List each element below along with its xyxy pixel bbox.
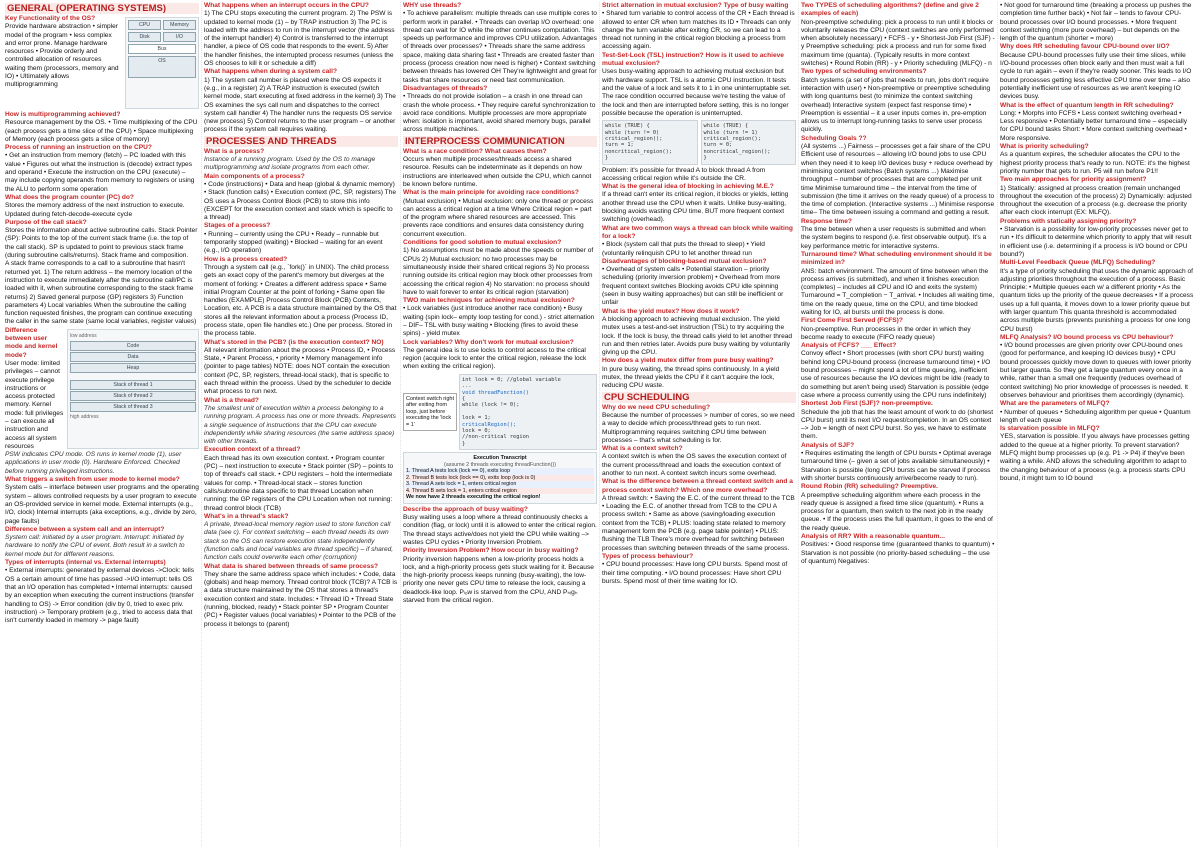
answer: (Mutual exclusion) • Mutual exclusion: only one thread or process can access a critical region at a time Where Critical region = part of the program where shared resources are accessed. This prevents race conditions and ensures data consistency during concurrent execution. bbox=[403, 197, 594, 238]
column-2 bbox=[202, 2, 401, 847]
figure-label: Memory bbox=[163, 20, 196, 30]
column-5 bbox=[799, 2, 998, 847]
question: Is starvation possible in MLFQ? bbox=[1000, 425, 1100, 433]
question: TWO main techniques for achieving mutual exclusion? bbox=[403, 297, 575, 305]
code-line: while (lock != 0); bbox=[462, 402, 520, 409]
answer: A thread switch: • Saving the E.C. of the current thread to the TCB • Loading the E.C. of another thread from TCB to the CPU A process switch: • Same as above (saving/loading execution context from the TCB) • PLUS: loading state related to memory management form the PCB (e.g. page table pointer) • PLUS: flushing the TLB There's more overhead for switching between processes than switching between threads of the same process. bbox=[602, 494, 795, 552]
answer: It's a type of priority scheduling that uses the dynamic approach of adjusting priorities throughout the execution of a process. Basic Principle: • Multiple queues each w/ a different priority • As the quantum ticks up the priority of the queue decreases • If a process uses up a full quanta, it moves down to a lower priority queue but with larger quantum This quanta threshold is accommodated across multiple bursts (prevents punishing a process for one long CPU burst) bbox=[1000, 267, 1194, 333]
question: Two TYPES of scheduling algorithms? (define and give 2 examples of each) bbox=[801, 2, 979, 18]
code-line: critical_region(); bbox=[703, 135, 761, 142]
question: Describe the approach of busy waiting? bbox=[403, 505, 528, 513]
answer: User mode: limited privileges – cannot execute privilege instructions or access protected memory. Kernel mode: full privileges – can execute all instruction and access all system resources bbox=[5, 359, 64, 450]
transcript-subtitle: (assume 2 threads executing threadFunction()) bbox=[443, 461, 557, 468]
answer: Non-preemptive scheduling: pick a process to run until it blocks or voluntarily releases the CPU (context switches are only performed when absolutely necessary) • FCFS - y • Shortest-Job First (SJF) - y Preemptive scheduling: pick a process and run for some fixed maximum time (quanta). (Typically results in more context switches) • Round Robin (RR) - y • Priority scheduling (MLFQ) - n bbox=[801, 18, 995, 68]
answer: Convoy effect • Short processes (with short CPU burst) waiting behind long CPU-bound process (increase turnaround time) • I/O bound processes – might spend a lot of time queuing, inefficient use of resources because the I/O devices might be idle (ready to do something but aren't being used) Starvation is possible (edge case where a process currently using the CPU runs indefinitely) bbox=[801, 350, 991, 399]
question: Difference between a system call and an interrupt? bbox=[5, 525, 165, 533]
code-line: } bbox=[605, 155, 609, 162]
column-6 bbox=[998, 2, 1197, 847]
answer: The time between when a user requests is submitted and when the system begins to respond (i.e. first observable output). It's a key performance metric for interactive systems. bbox=[801, 226, 987, 250]
code-line: //non-critical region bbox=[462, 434, 529, 441]
code-line: } bbox=[703, 155, 707, 162]
answer: • Overhead of system calls • Potential starvation – priority scheduling (priority inversion problem) • Overhead from more frequent context switches Blocking avoids CPU idle spinning (seen in busy waiting approaches) but can still be inefficient or unfair bbox=[602, 266, 784, 307]
answer: Resource management by the OS. • Time multiplexing of the CPU (each process gets a time slice of the CPU) • Space multiplexing of Memory (each process gets a slice of memory) bbox=[5, 119, 198, 143]
question: What is the general idea of blocking in achieving M.E.? bbox=[602, 183, 774, 191]
answer: • Starvation is a possibility for low-priority processes never get to run • It's difficult to determine which priority to apply that will result in efficient use (i.e. determining if a process is I/O bound or CPU bound?) bbox=[1000, 226, 1192, 258]
thread-stack-figure bbox=[67, 329, 199, 449]
callout-note: Context switch right after exiting from loop, just before executing the 'lock = 1' bbox=[403, 393, 457, 431]
figure-label: OS bbox=[128, 56, 196, 78]
column-4 bbox=[600, 2, 799, 847]
question: How is a process created? bbox=[204, 255, 288, 263]
code-line: int lock = 0; //global variable bbox=[462, 376, 561, 383]
column-3 bbox=[401, 2, 600, 847]
question: What is the effect of quantum length in RR scheduling? bbox=[1000, 101, 1174, 109]
column-1 bbox=[3, 2, 202, 847]
question: Analysis of FCFS? ___ Effect? bbox=[801, 342, 897, 350]
answer: • Get an instruction from memory (fetch) – PC loaded with this value • Figures out what the instruction is (decode) extract types and operand • Execute the instruction on the CPU (execute) – may include copying operands from memory to registers or using the ALU to perform some operation bbox=[5, 152, 195, 193]
answer: Through a system call (e.g., `fork()` in UNIX). The child process gets an exact copy of the parent's memory but diverges at the moment of forking: • Creates a different address space • Same initial Program Counter at the point of forking • Same open file handles (EXAMPLE) Process Control Block (PCB) Contents, Location, etc. A PCB is a data structure maintained by the OS that stores all the relevant information about a process (Process ID, process state, open file handles etc.) One per process. Stored in the process table. bbox=[204, 263, 397, 338]
question: Key Functionality of the OS? bbox=[5, 15, 96, 22]
figure-label: CPU bbox=[128, 20, 161, 30]
question: Response time? bbox=[801, 217, 852, 225]
question: What does the program counter (PC) do? bbox=[5, 193, 134, 201]
code-line: lock = 1; bbox=[462, 415, 491, 422]
answer: • Requires estimating the length of CPU bursts • Optimal average turnaround time (– given a set of jobs available simultaneously) • Starvation is possible (long CPU bursts can be starved if process with shorter bursts continuously arrive/become ready to run). bbox=[801, 450, 992, 482]
code-line: noncritical_region(); bbox=[605, 148, 672, 155]
code-line: turn = 1; bbox=[605, 142, 634, 149]
figure-label: Stack of thread 1 bbox=[70, 380, 196, 390]
question: Conditions for good solution to mutual exclusion? bbox=[403, 239, 562, 247]
transcript-line: We now have 2 threads executing the critical region! bbox=[406, 494, 541, 501]
question: What is a race condition? What causes them? bbox=[403, 147, 547, 155]
mode-block bbox=[5, 327, 199, 451]
question: Main components of a process? bbox=[204, 172, 305, 180]
question: WHY use threads? bbox=[403, 2, 462, 9]
code-line: while (turn != 1) bbox=[703, 129, 758, 136]
answer: • External interrupts: generated by external devices ->Clock: tells OS a certain amount of time has passed ->I/O interrupt: tells OS that an I/O operation has completed • Internal interrupts: caused by an exception when executing the current instructions (transfer handling to OS) -> Error condition (div by 0, tried to exec priv. instruction) -> Temporary problem (e.g., tried to access data that isn't currently loaded in memory -> page fault) bbox=[5, 567, 195, 625]
question: Purpose of the call stack? bbox=[5, 218, 87, 226]
question: What is a context switch? bbox=[602, 445, 683, 453]
answer: Priority inversion happens when a low-priority process holds a lock, and a high-priority process gets stuck waiting for it. Because the high-priority process keeps running (busy-waiting), the low-priority one never gets CPU time to release the lock, causing a deadlock-like loop. Pₗₒw is starved from the CPU, AND Pₕᵢgₕ starved from the critical region. bbox=[403, 555, 594, 604]
axis-label: high address bbox=[70, 414, 99, 421]
transcript-line: 2. Thread B tests lock (lock == 0), exits loop (lock is 0) bbox=[406, 475, 594, 482]
question: First Come First Served (FCFS)? bbox=[801, 317, 903, 325]
answer: • Block (system call that puts the thread to sleep) • Yield (voluntarily relinquish CPU to let another thread run bbox=[602, 241, 765, 257]
answer: Batch systems (a set of jobs that needs to run, jobs don't require interaction with user) • Non-preemptive or preemptive scheduling with long quantums best (to minimize the context switching overhead) Interactive system (expect fast response time) • Preemption is essential – it a user inputs comes in, pre-emption allows us to interrupt long-running tasks to serve user process quickly. bbox=[801, 76, 991, 134]
question: Scheduling Goals ?? bbox=[801, 134, 867, 142]
question: What are the parameters of MLFQ? bbox=[1000, 400, 1110, 408]
answer: A stack frame corresponds to a call to a subroutine that hasn't returned yet. 1) The return address – the memory location of the instruction to execute immediately after the subroutine call/PC is loaded with it, when subroutine corresponding to the stack frame returns) 2) Saved general purpose (GP) registers 3) Function parameters 4) Local variables When the subroutine the calling function requested finishes, the program can continue executing the caller in the same state (same local variables, register values) bbox=[5, 260, 197, 326]
answer: As a quantum expires, the scheduler allocates the CPU to the highest priority process that's ready to run. NOTE: it's the highest priority number that gets to run. P5 will run before P1!! bbox=[1000, 151, 1190, 175]
answer: • I/O bound processes are given priority over CPU-bound ones (good for performance, and keeping IO devices busy) • CPU bound processes quickly move down to queues with lower priority but larger quanta. So they get a large quantum every once in a while, rather than a small one frequently (reduces overhead of context switching) No prior knowledge of processes is needed. It observes behaviour and prioritises them accordingly (dynamic). bbox=[1000, 342, 1192, 399]
question: What's stored in the PCB? (is the execution context? NO) bbox=[204, 338, 384, 346]
section-header: INTERPROCESS COMMUNICATION bbox=[403, 136, 597, 147]
transcript-line: 1. Thread A tests lock (lock == 0), exits loop bbox=[406, 468, 594, 475]
answer: In pure busy waiting, the thread spins continuously. In a yield mutex, the thread yields the CPU if it can't acquire the lock, reducing CPU waste. bbox=[602, 365, 780, 390]
question: Shortest Job First (SJF)? non-preemptive. bbox=[801, 400, 933, 408]
lock-figure bbox=[403, 374, 597, 450]
answer: Uses busy-waiting approach to achieving mutual exclusion but with hardware support. TSL is a atomic CPU instruction. It tests and the value of a lock and sets it to 1 in one uninterruptable set. The race condition occurred because we're testing the value of the lock and then are interrupted before setting, this is no longer possible because the operation is uninterrupted. bbox=[602, 68, 791, 117]
question: Turnaround time? What scheduling environment should it be minimized in? bbox=[801, 250, 992, 267]
question: What's in a thread's stack? bbox=[204, 512, 289, 520]
code-snippet bbox=[701, 120, 797, 164]
question: What is priority scheduling? bbox=[1000, 143, 1089, 151]
answer: Busy waiting uses a loop where a thread continuously checks a condition (flag, or lock) until it is allowed to enter the critical region. The thread stays active/does not yield the CPU while waiting –> wastes CPU cycles • Priority Inversion Problem. bbox=[403, 514, 597, 546]
question: What is the main principle for avoiding race conditions? bbox=[403, 189, 579, 197]
code-line: while (TRUE) { bbox=[703, 123, 749, 130]
question: Test-Set-Lock (TSL) instruction? How is it used to achieve mutual exclusion? bbox=[602, 51, 784, 68]
figure-label: I/O bbox=[163, 32, 196, 42]
answer: Positives: • Good response time (guaranteed thanks to quantum) • Starvation is not possible (no priority-based scheduling – the use of quantum) Negatives: bbox=[801, 541, 995, 565]
question: What are two common ways a thread can block while waiting for a lock? bbox=[602, 224, 793, 240]
code-line: { bbox=[462, 395, 466, 402]
code-line: turn = 0; bbox=[703, 142, 733, 149]
answer: Problem: it's possible for thread A to block thread A from accessing critical region while it's outside the CR. bbox=[602, 166, 766, 182]
answer: Schedule the job that has the least amount of work to do (shortest CPU burst) until its next I/O request/completion. In an OS context –> Job = length of next CPU burst. So yes, we have to estimate them. bbox=[801, 408, 994, 441]
code-line: while (turn != 0) bbox=[605, 129, 660, 136]
figure-label: Stack of thread 3 bbox=[70, 402, 196, 412]
question: What is the yield mutex? How does it work? bbox=[602, 307, 740, 315]
answer: Instance of a running program. Used by the OS to manage multiprogramming and isolate programs from each other. bbox=[204, 156, 376, 172]
transcript-title: Execution Transcript bbox=[473, 455, 527, 462]
code-line: void threadFunction() bbox=[462, 389, 529, 396]
question: Lock variables? Why don't work for mutual exclusion? bbox=[403, 338, 574, 346]
answer: Because CPU-bound processes fully use their time slices, while I/O-bound processes often block early and then must wait a full cycle to run again – even if they're ready sooner. This leads to I/O bound processes getting less effective CPU time over time – also potentially inefficient use of resources as we aren't keeping IO devices busy. bbox=[1000, 51, 1192, 101]
section-header: CPU SCHEDULING bbox=[602, 392, 796, 403]
figure-label: Disk bbox=[128, 32, 161, 42]
answer: System calls – interface between user programs and the operating system – allows controlled requests by a user program to execute an OS-provided service in kernel mode. External interrupts (e.g., I/O, clock) Internal interrupts (aka exceptions, e.g., divide by zero, page faults) bbox=[5, 484, 199, 525]
question: Process of running an instruction on the CPU? bbox=[5, 144, 152, 152]
axis-label: low address bbox=[70, 332, 97, 339]
code-line: lock = 0; bbox=[462, 428, 491, 435]
answer: Long: • Morphs into FCFS • Less context switching overhead • Less responsive • Potentially better turnaround time – especially for CPU bound tasks Short: • More context switching overhead • More responsive. bbox=[1000, 109, 1188, 142]
answer: • CPU bound processes: Have long CPU bursts. Spend most of their time computing. • I/O bound processes: Have short CPU bursts. Spend most of their time waiting for IO. bbox=[602, 561, 788, 585]
answer: • Code (instructions) • Data and heap (global & dynamic memory) • Stack (function calls) • Execution context (PC, SP, registers) The OS uses a Process Control Block (PCB) to store this info (EXCEPT for the execution context and stack which is specific to a thread) bbox=[204, 180, 397, 222]
question: Problems with statically assigning priority? bbox=[1000, 217, 1137, 225]
figure-label: Bus bbox=[128, 44, 196, 54]
question: What is a process? bbox=[204, 147, 265, 155]
transcript-line: 3. Thread A sets lock = 1, enters critical region bbox=[406, 481, 594, 488]
question: Multi-Level Feedback Queue (MLFQ) Scheduling? bbox=[1000, 259, 1156, 267]
answer: A blocking approach to achieving mutual exclusion. The yield mutex uses a test-and-set instruction (TSL) to try acquiring the lock. If the lock is busy, the thread calls yield to let another thread run and then retries later. Avoids pure busy waiting by voluntarily giving up the CPU. bbox=[602, 315, 793, 357]
code-line: noncritical_region(); bbox=[703, 148, 771, 155]
code-snippet bbox=[459, 374, 597, 450]
question: Why does RR scheduling favour CPU-bound over I/O? bbox=[1000, 43, 1170, 51]
figure-label: Stack of thread 2 bbox=[70, 391, 196, 401]
answer: YES, starvation is possible. If you always have processes getting added to the queue at a higher priority. To prevent starvation? MLFQ might bump processes up (e.g. P1 -> P4) if they've been waiting a while. AND allows the scheduling algorithm to adapt to the changing behaviour of a process (e.g. a process starts CPU bound, it might turn to IO bound bbox=[1000, 433, 1190, 482]
execution-transcript bbox=[403, 452, 597, 504]
answer: • Not good for turnaround time (breaking a process up pushes the completion time further back) • Not fair – tends to favour CPU-bound processes over I/O bound processes. • More frequent context switching (more pure overhead) – but depends on the length of the quantum (shorter = more) bbox=[1000, 2, 1192, 43]
question: What data is shared between threads of same process? bbox=[204, 562, 379, 570]
answer: 1) Statically: assigned at process creation (remain unchanged throughout the execution of the process) 2) Dynamically: adjusted throughout the execution of a process (e.g. decrease the priority after each clock interrupt (EX: MLFQ). bbox=[1000, 184, 1192, 217]
answer: Occurs when multiple processes/threads access a shared resource. Results can be indeterminate as it depends on how instructions are interleaved when outside the CPU, which cannot be known before runtime. bbox=[403, 156, 592, 188]
strict-alternation-figure bbox=[602, 120, 796, 164]
question: Types of process behaviour? bbox=[602, 552, 694, 560]
answer: Non-preemptive. Run processes in the order in which they become ready to execute (FIFO ready queue) bbox=[801, 325, 971, 341]
answer: 1) The CPU stops executing the current program. 2) The PSW is updated to kernel mode (1) – by TRAP instruction 3) The PC is loaded with the address to run in the interrupt vector (the address of the interrupt handler) 4) Control is transferred to the interrupt handler, a piece of OS code that responds to the event. 5) After the handler finishes, the interrupted process resumes (unless the OS chooses to kill it or schedule a diff) bbox=[204, 10, 395, 68]
code-line: criticalRegion(); bbox=[462, 421, 517, 428]
answer: Provide hardware abstraction • simpler model of the program • less complex and error prone. Manage hardware resources • Provide orderly and controlled allocation of resources waiting them (processors, memory and IO) • Ultimately allows multiprogramming bbox=[5, 23, 119, 89]
computer-architecture-figure bbox=[125, 17, 199, 109]
transcript-line: 4. Thread B sets lock = 1, enters critical region bbox=[406, 488, 594, 495]
section-header: PROCESSES AND THREADS bbox=[204, 136, 398, 147]
answer: Each thread has its own execution context. • Program counter (PC) – next instruction to execute • Stack pointer (SP) – points to top of thread's call stack. • CPU registers – hold the intermediate values for comp. • Thread-local stack – stores function calls/subroutine data specific to that thread Location when running: the GP registers of the CPU Location when not running: thread control block (TCB) bbox=[204, 454, 394, 512]
question: Disadvantages of threads? bbox=[403, 84, 488, 92]
answer: 1) The system call number is placed where the OS expects it (e.g., in a register) 2) A TRAP instruction is executed (switch kernel mode, start executing at fixed address in the kernel) 3) The OS examines the sys call num and dispatches to the correct system call handler 4) The handler runs the requests OS service (new process) 5) Control returns to the user program – or another process if the system call requires waiting. bbox=[204, 76, 396, 134]
question: Two main approaches for priority assignment? bbox=[1000, 176, 1147, 184]
answer: Stores the memory address of the next instruction to execute. Updated during fetch-decode-execute cycle bbox=[5, 202, 185, 218]
answer: A private, thread-local memory region used to store function call data (see c). For context switching – each thread needs its own stack so the OS can restore execution state independently (function calls and local variables are thread specific) – if shared, function calls could overwrite each other (corruption) bbox=[204, 521, 394, 562]
question: How does a yield mutex differ from pure busy waiting? bbox=[602, 357, 774, 365]
question: Difference between user mode and kernel mode? bbox=[5, 326, 58, 359]
answer: • Threads do not provide isolation – a crash in one thread can crash the whole process. • They require careful synchronization to avoid race conditions. Multiple processes are more appropriate when: isolation is important, avoid shared memory bugs, parallel across multiple machines. bbox=[403, 93, 596, 134]
intro-block bbox=[5, 15, 199, 111]
question: Round Robin (RR) scheduling? Preemptive. bbox=[801, 483, 939, 491]
question: Analysis of SJF? bbox=[801, 441, 855, 449]
code-line: } bbox=[462, 440, 466, 447]
question: Why do we need CPU scheduling? bbox=[602, 403, 711, 411]
answer: The general idea is to use locks to control access to the critical region (acquire lock to enter the critical region, release the lock when exiting the critical region). bbox=[403, 346, 587, 371]
question: What happens when an interrupt occurs in the CPU? bbox=[204, 2, 369, 9]
answer: If a thread can't enter its critical region, it blocks or yields, letting another thread use the CPU when it waits. Unlike busy-waiting, blocking avoids wasting CPU time. BUT more frequent context switching (overhead). bbox=[602, 191, 789, 224]
answer: • Lock variables (just introduce another race condition) • Busy waiting (spin lock– empty loop testing for cond.) - strict alternation – DIF– TSL with busy waiting • Blocking (fires to avoid these spins) - yield mutex bbox=[403, 305, 595, 338]
question: Two types of scheduling environments? bbox=[801, 68, 927, 76]
answer: All relevant information about the process • Process ID, • Process State, • Parent Process, • priority • Memory management info (pointer to page tables) NOTE: does NOT contain the execution context (PC, SP, registers, thread-local stack), that is specific to each thread within the process. Used by the scheduler to decide what process to run next. bbox=[204, 346, 396, 396]
question: Execution context of a thread? bbox=[204, 446, 301, 454]
figure-label: Code bbox=[70, 341, 196, 351]
answer: Because the number of processes > number of cores, so we need a way to decide which process/thread gets to run next. Multiprogramming requires switching CPU time between processes – that's what scheduling is for. bbox=[602, 411, 795, 444]
figure-label: Data bbox=[70, 352, 196, 362]
answer: System call: initiated by a user program. Interrupt: initiated by hardware to notify the CPU of event. Both result in a switch to kernel mode but for different reasons. bbox=[5, 534, 185, 558]
answer: Stores the information about active subroutine calls. Stack Pointer (SP): Points to the top of the current stack frame (i.e. the top of the call stack). SP is updated to point to previous stack frame (during subroutine calls/returns). Stack frame and composition. bbox=[5, 227, 198, 260]
question: What happens when during a system call? bbox=[204, 68, 337, 76]
answer: (All systems ...) Fairness – processes get a fair share of the CPU Efficient use of resources – allowing I/O bound jobs to use CPU when they need it to keep I/O devices busy + reduce overhead by minimising context switches (Batch systems ...) Maximise throughput – number of processes that are completed per unit time Minimise turnaround time – the interval from the time of submission (the time it arrives on the ready queue) of a process to the time of completion. (Interactive systems ...) Minimise response time– The time between issuing a command and getting a result. bbox=[801, 143, 995, 217]
question: Analysis of RR? With a reasonable quantum... bbox=[801, 533, 945, 540]
question: What is the difference between a thread context switch and a process context switch? Which one more overhead? bbox=[602, 478, 793, 494]
answer: • To achieve parallelism: multiple threads can use multiple cores to perform work in parallel. • Threads can overlap I/O overhead: one thread can wait for IO while the other continues computation. This speeds up performance and improves CPU utilization. Advantages of threads over processes? • Threads share the same address space, making data sharing fast • Threads are created faster than process (process creation now need is higher) • Context switching between threads has lowered OH They're lightweight and great for tasks that share resources or need fast communication. bbox=[403, 10, 597, 84]
answer: The smallest unit of execution within a process belonging to a running program. A process has one or more threads. Represents a single sequence of instructions that the CPU can execute independently while sharing resources (the same address space) with other threads. bbox=[204, 404, 396, 446]
figure-label: Heap bbox=[70, 363, 196, 373]
question: Priority Inversion Problem? How occur in busy waiting? bbox=[403, 547, 579, 555]
question: MLFQ Analysis? I/O bound process vs CPU behaviour? bbox=[1000, 333, 1174, 341]
answer: A context switch is when the OS saves the execution context of the current process/thread and loads the execution context of another to run next. A context switch incurs some overhead. bbox=[602, 453, 787, 477]
answer: • Shared turn variable to control access of the CR • Each thread is allowed to enter CR when turn matches its ID • Threads can only change the turn variable after exiting CR, so we can lead to a thread not running in the critical region blocking a process from accessing again. bbox=[602, 10, 795, 51]
answer: PSW indicates CPU mode. OS runs in kernel mode (1), user applications in user mode (0). Hardware Enforced. Checked before running privileged instructions. bbox=[5, 451, 182, 475]
code-snippet bbox=[602, 120, 698, 164]
question: Disadvantages of blocking-based mutual exclusion? bbox=[602, 257, 767, 265]
code-line: ... bbox=[462, 383, 472, 390]
answer: • Running – currently using the CPU • Ready – runnable but temporarily stopped (waiting) • Blocked – waiting for an event (e.g., I/O operation) bbox=[204, 230, 383, 255]
answer: • Number of queues • Scheduling algorithm per queue • Quantum length of each queue bbox=[1000, 408, 1191, 424]
question: What is a thread? bbox=[204, 396, 259, 404]
question: What triggers a switch from user mode to kernel mode? bbox=[5, 476, 180, 484]
answer: 1) No assumptions must be made about the speeds or number of CPUs 2) Mutual exclusion: no two processes may be simultaneously inside their shared critical regions 3) No process running outside its critical region may block other processes from accessing the critical region 4) No starvation: no process should have to wait forever to enter its critical region (starvation) bbox=[403, 247, 594, 296]
question: How is multiprogramming achieved? bbox=[5, 111, 121, 118]
answer: ANS: batch environment. The amount of time between when the process arrives (is submitted), and when it finishes execution (completes) – includes all CPU and IO and exits the system) Turnaround = T_completion − T_arrival. • Includes all waiting time, time on the ready queue, time on the CPU, and time blocked waiting for IO, all bursts until the process is done. bbox=[801, 267, 995, 316]
question: Types of interrupts (internal vs. External interrupts) bbox=[5, 559, 166, 567]
code-line: critical_region(); bbox=[605, 135, 663, 142]
answer: They share the same address space which includes: • Code, data (globals) and heap memory. Thread control block (TCB)? A TCB is a data structure maintained by the OS that stores a thread's execution context and state. Includes: • Thread ID • Thread State (running, blocked, ready) • Stack pointer SP • Program Counter (PC) • Register values (local variables) • Pointer to the PCB of the process it belongs to (parent) bbox=[204, 570, 398, 628]
question: Stages of a process? bbox=[204, 222, 271, 230]
code-line: while (TRUE) { bbox=[605, 123, 650, 130]
section-header: GENERAL (OPERATING SYSTEMS) bbox=[5, 3, 199, 14]
answer: A preemptive scheduling algorithm where each process in the ready queue is assigned a fixed time slice (quantum). • Runs a process for a quantum, then switch to the next job in the ready queue. • If the process uses the full quantum, it goes to the end of the ready queue. bbox=[801, 491, 993, 532]
question: Strict alternation in mutual exclusion? Type of busy waiting bbox=[602, 2, 789, 9]
